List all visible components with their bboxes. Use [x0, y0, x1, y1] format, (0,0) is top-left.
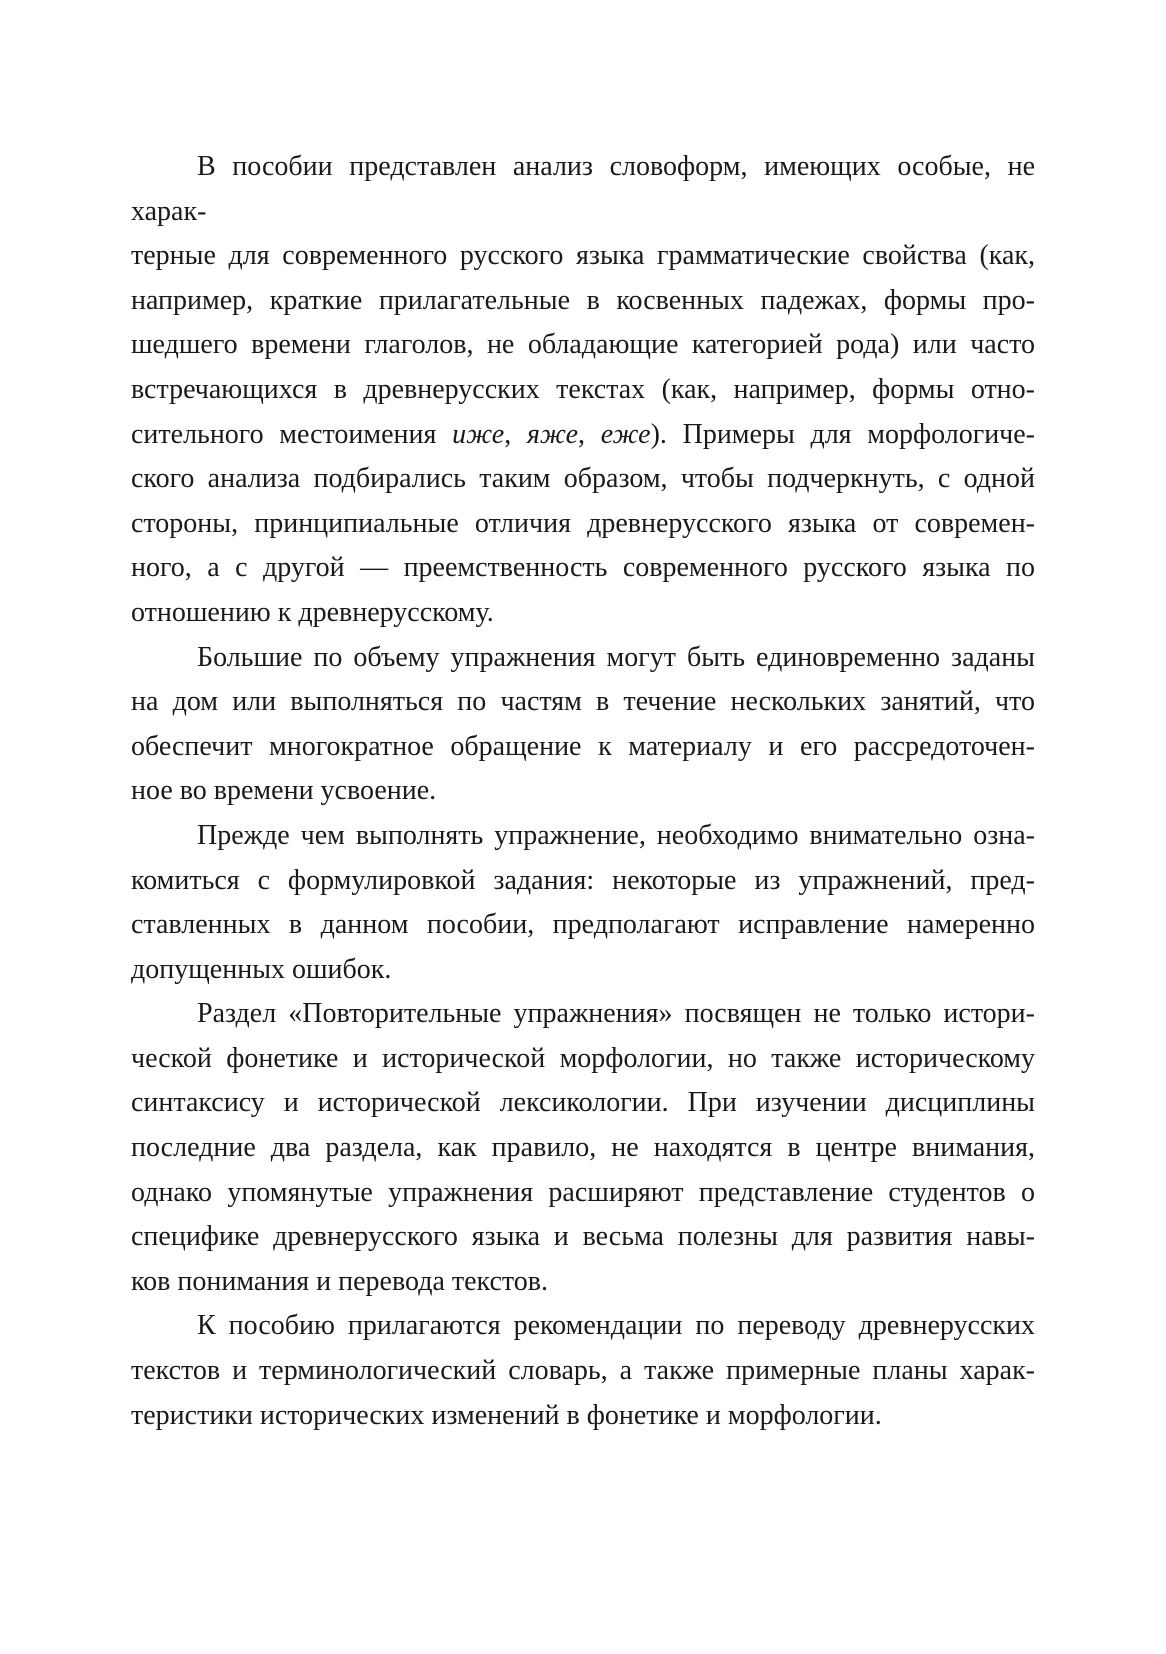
text-line: терные для современного русского языка грамматические свойства (как,: [131, 240, 1035, 272]
pronoun-form-izhe: иже: [452, 418, 505, 450]
text-line: ставленных в данном пособии, предполагают исправление намеренно: [131, 909, 1035, 941]
text-line: шедшего времени глаголов, не обладающие категорией рода) или часто: [131, 329, 1035, 361]
text-line: ного, а с другой — преемственность современного русского языка по: [131, 552, 1035, 584]
text-line: например, краткие прилагательные в косвенных падежах, формы про-: [131, 284, 1035, 316]
text-line: на дом или выполняться по частям в течение нескольких занятий, что: [131, 686, 1035, 718]
text-line: сительного местоимения иже, яже, еже). Примеры для морфологиче-: [131, 418, 1036, 450]
text-line: синтаксису и исторической лексикологии. При изучении дисциплины: [131, 1087, 1035, 1119]
text-line: Прежде чем выполнять упражнение, необходимо внимательно озна-: [197, 819, 1035, 851]
text-line: В пособии представлен анализ словоформ, имеющих особые, не харак-: [131, 151, 1035, 227]
pronoun-form-yazhe: яже: [526, 418, 579, 450]
text-line: отношению к древнерусскому.: [131, 596, 494, 628]
paragraph-4: [131, 992, 1035, 1304]
text-line: ческой фонетике и исторической морфологии, но также историческому: [131, 1042, 1035, 1074]
page-body: [131, 145, 1035, 1438]
pronoun-form-ezhe: еже: [600, 418, 651, 450]
text-line: однако упомянутые упражнения расширяют представление студентов о: [131, 1176, 1035, 1208]
text-line: ное во времени усвоение.: [131, 775, 437, 807]
text-line: ков понимания и перевода текстов.: [131, 1265, 548, 1297]
text-line: К пособию прилагаются рекомендации по переводу древнерусских: [197, 1310, 1035, 1342]
paragraph-2: [131, 636, 1035, 814]
text-line: теристики исторических изменений в фонетике и морфологии.: [131, 1399, 882, 1431]
text-line: допущенных ошибок.: [131, 953, 392, 985]
text-line: Большие по объему упражнения могут быть единовременно заданы: [197, 641, 1035, 673]
text-line: стороны, принципиальные отличия древнерусского языка от современ-: [131, 507, 1035, 539]
text-line: текстов и терминологический словарь, а также примерные планы харак-: [131, 1355, 1035, 1387]
text-line: Раздел «Повторительные упражнения» посвящен не только истори-: [197, 998, 1035, 1030]
paragraph-3: [131, 814, 1035, 992]
text-line: обеспечит многократное обращение к материалу и его рассредоточен-: [131, 730, 1035, 762]
paragraph-1: [131, 145, 1035, 636]
text-line: встречающихся в древнерусских текстах (как, например, формы отно-: [131, 373, 1035, 405]
text-line: последние два раздела, как правило, не находятся в центре внимания,: [131, 1132, 1035, 1164]
paragraph-5: [131, 1304, 1035, 1438]
text-line: ского анализа подбирались таким образом, чтобы подчеркнуть, с одной: [131, 463, 1035, 495]
text-line: комиться с формулировкой задания: некоторые из упражнений, пред-: [131, 864, 1035, 896]
text-line: специфике древнерусского языка и весьма полезны для развития навы-: [131, 1221, 1035, 1253]
